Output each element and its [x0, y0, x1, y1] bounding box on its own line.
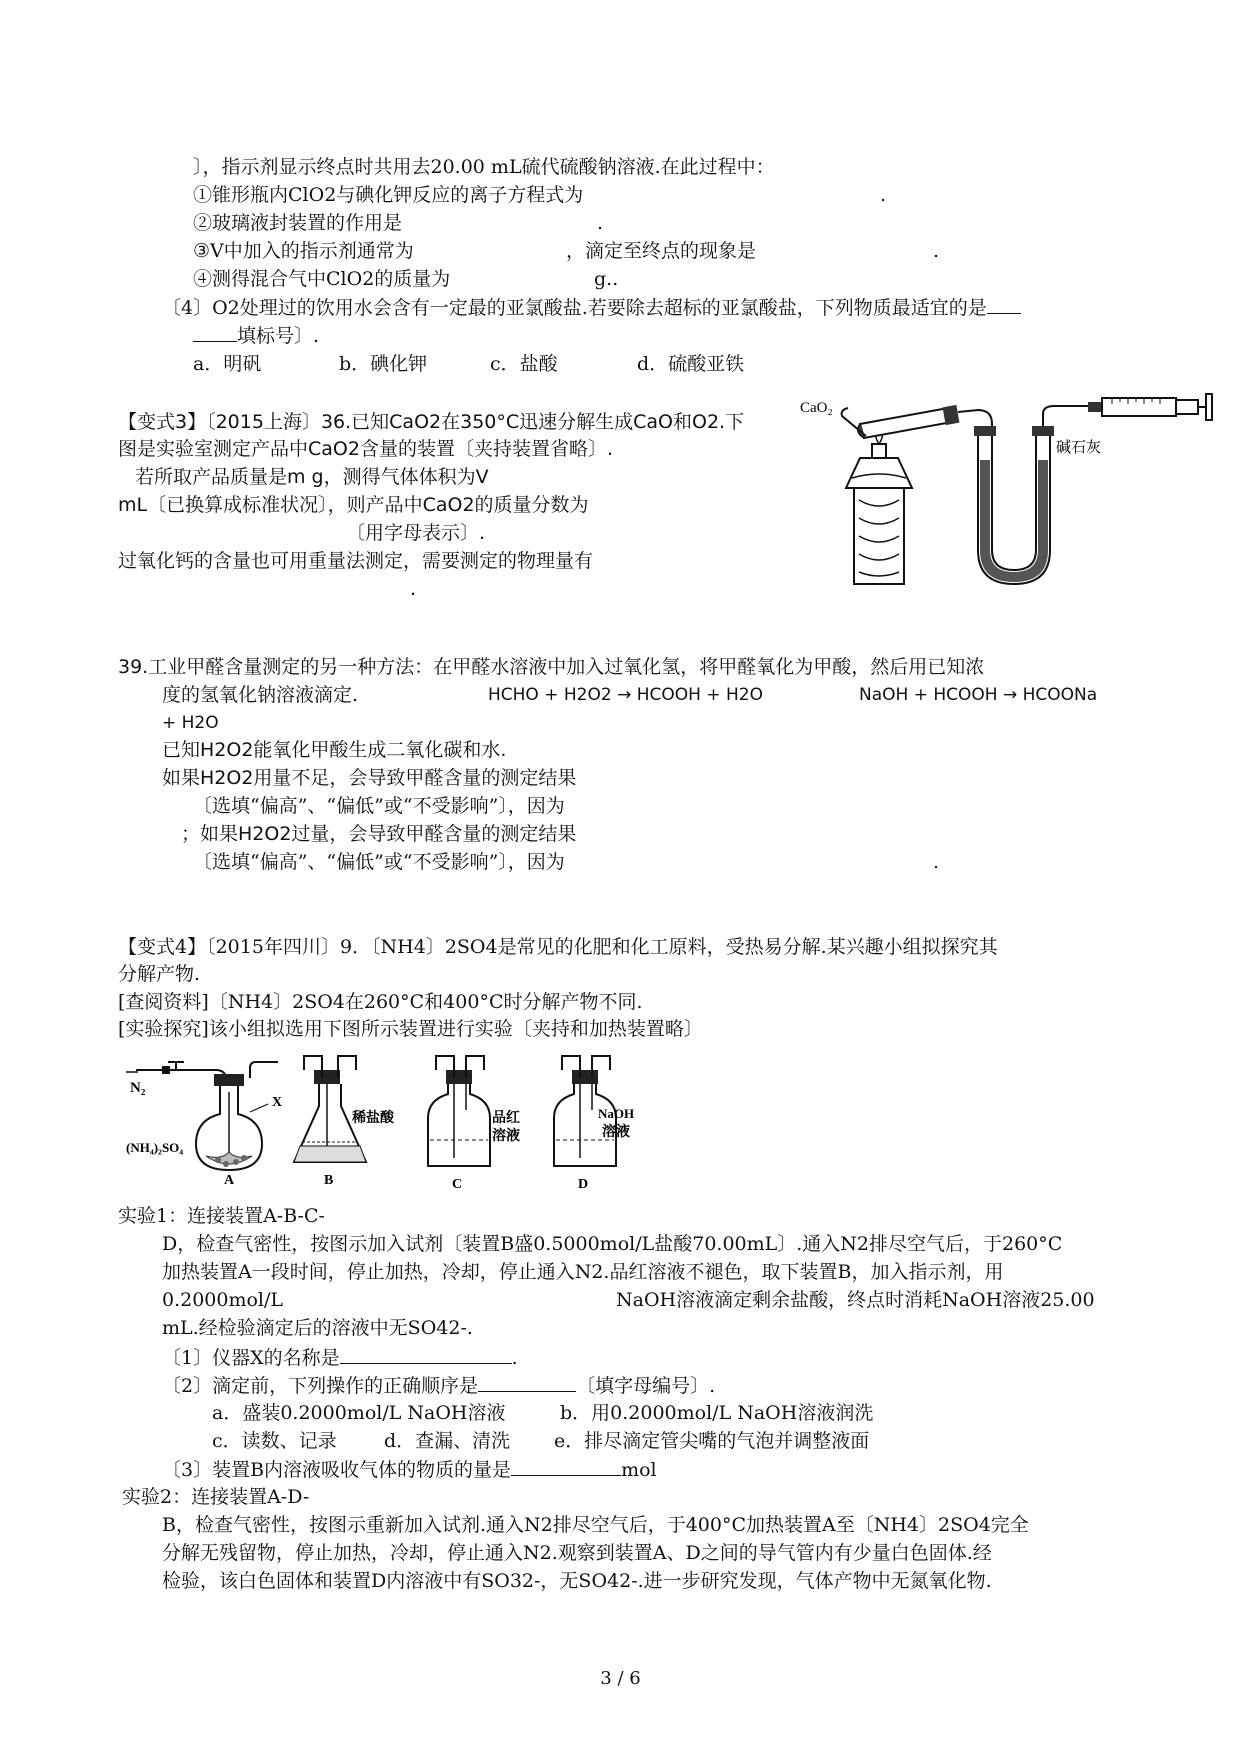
- v4-question-1-end: .: [511, 1347, 518, 1369]
- v4-line-3: [查阅资料]〔NH4〕2SO4在260°C和400°C时分解产物不同.: [118, 991, 643, 1013]
- label-c: C: [452, 1177, 463, 1192]
- answer-blank[interactable]: [987, 295, 1021, 314]
- option-a: a．明矾: [193, 353, 262, 375]
- exp1-line-5: mL.经检验滴定后的溶液中无SO42-.: [162, 1317, 473, 1339]
- v4-option-b: b．用0.2000mol/L NaOH溶液润洗: [560, 1402, 874, 1424]
- nh4-label: (NH₄)₂SO₄: [126, 1140, 184, 1155]
- top-line-4-end: .: [933, 240, 940, 262]
- top-line-5b: g..: [594, 268, 619, 290]
- q39-line-3: + H2O: [162, 713, 219, 733]
- question-4-cont: [193, 323, 319, 348]
- v4-question-3-end: mol: [621, 1459, 657, 1481]
- option-b: b．碘化钾: [339, 353, 428, 375]
- exp2-line-3: 分解无残留物，停止加热，冷却，停止通入N2.观察到装置A、D之间的导气管内有少量白色固体.经: [162, 1542, 992, 1564]
- top-line-4b: ，滴定至终点的现象是: [566, 240, 757, 262]
- v4-option-c: c．读数、记录: [212, 1430, 337, 1452]
- label-a: A: [224, 1173, 235, 1188]
- v4-question-2-end: 〔填字母编号〕.: [576, 1375, 716, 1397]
- top-line-2: ①锥形瓶内ClO2与碘化钾反应的离子方程式为: [193, 184, 584, 206]
- top-line-3: ②玻璃液封装置的作用是: [193, 212, 403, 234]
- soda-lime-label: 碱石灰: [1056, 440, 1102, 456]
- exp2-line-1: 实验2：连接装置A-D-: [122, 1486, 310, 1508]
- v4-question-2: [162, 1373, 715, 1398]
- x-label: X: [272, 1095, 283, 1110]
- q39-equation-1: HCHO + H2O2 → HCOOH + H2O: [488, 685, 763, 705]
- q39-line-7: ；如果H2O2过量，会导致甲醛含量的测定结果: [181, 823, 577, 845]
- q39-line-5: 如果H2O2用量不足，会导致甲醛含量的测定结果: [162, 767, 577, 789]
- v3-line-2: 图是实验室测定产品中CaO2含量的装置〔夹持装置省略〕.: [118, 438, 613, 460]
- v4-question-3: [162, 1457, 657, 1482]
- q39-line-8: 〔选填“偏高”、“偏低”或“不受影响”〕，因为: [193, 851, 565, 873]
- exp1-line-3: 加热装置A一段时间，停止加热，冷却，停止通入N2.品红溶液不褪色，取下装置B，加入指示剂，用: [162, 1261, 1004, 1283]
- naoh-label-2: 溶液: [602, 1125, 630, 1140]
- answer-blank[interactable]: [511, 1457, 621, 1476]
- q39-line-2a: 度的氢氧化钠溶液滴定.: [162, 684, 359, 706]
- option-c: c．盐酸: [490, 353, 558, 375]
- pinhong-label-1: 品红: [492, 1111, 520, 1126]
- v4-question-1: [162, 1345, 518, 1370]
- n2-label: N₂: [130, 1080, 146, 1096]
- exp1-line-4b: NaOH溶液滴定剩余盐酸，终点时消耗NaOH溶液25.00: [616, 1289, 1095, 1311]
- cao2-apparatus-figure: [802, 400, 1212, 590]
- exp2-line-4: 检验，该白色固体和装置D内溶液中有SO32-，无SO42-.进一步研究发现，气体产物中无氮氧化物.: [162, 1570, 992, 1592]
- v4-line-2: 分解产物.: [118, 963, 201, 985]
- v3-line-1: 【变式3】〔2015上海〕36.已知CaO2在350°C迅速分解生成CaO和O2.下: [118, 411, 745, 433]
- q39-equation-2: NaOH + HCOOH → HCOONa: [859, 685, 1098, 705]
- pinhong-label-2: 溶液: [492, 1129, 520, 1144]
- v4-line-1: 【变式4】〔2015年四川〕9．〔NH4〕2SO4是常见的化肥和化工原料，受热易分解.某兴趣小组拟探究其: [118, 936, 998, 958]
- v4-option-d: d．查漏、清洗: [384, 1430, 511, 1452]
- v4-question-1-text: 〔1〕仪器X的名称是: [162, 1347, 340, 1369]
- v4-line-4: [实验探究]该小组拟选用下图所示装置进行实验〔夹持和加热装置略〕: [118, 1018, 703, 1040]
- answer-blank[interactable]: [478, 1373, 576, 1392]
- q39-line-6: 〔选填“偏高”、“偏低”或“不受影响”〕，因为: [193, 795, 565, 817]
- v3-line-3: 若所取产品质量是m g，测得气体体积为V: [135, 466, 489, 488]
- question-4: [162, 295, 1021, 320]
- exp2-line-2: B，检查气密性，按图示重新加入试剂.通入N2排尽空气后，于400°C加热装置A至〔NH4〕2SO4完全: [162, 1514, 1029, 1536]
- q39-line-8-end: .: [933, 851, 940, 873]
- hcl-label: 稀盐酸: [352, 1111, 394, 1126]
- q39-line-1: 39.工业甲醛含量测定的另一种方法：在甲醛水溶液中加入过氧化氢，将甲醛氧化为甲酸，然后用已知浓: [118, 656, 985, 678]
- naoh-label-1: NaOH: [598, 1106, 635, 1121]
- cao2-label: CaO₂: [800, 400, 833, 416]
- label-d: D: [578, 1177, 589, 1192]
- q39-line-4: 已知H2O2能氧化甲酸生成二氧化碳和水.: [162, 739, 507, 761]
- v4-option-e: e．排尽滴定管尖嘴的气泡并调整液面: [554, 1430, 870, 1452]
- top-line-3-end: .: [597, 212, 604, 234]
- v4-option-a: a．盛装0.2000mol/L NaOH溶液: [212, 1402, 506, 1424]
- v3-line-4: mL〔已换算成标准状况〕，则产品中CaO2的质量分数为: [118, 494, 589, 516]
- option-d: d．硫酸亚铁: [637, 353, 745, 375]
- exp1-line-1: 实验1：连接装置A-B-C-: [118, 1205, 325, 1227]
- top-line-4a: ③V中加入的指示剂通常为: [193, 240, 414, 262]
- exp1-line-4a: 0.2000mol/L: [162, 1289, 284, 1311]
- v3-line-5: 〔用字母表示〕.: [346, 522, 486, 544]
- v3-line-6: 过氧化钙的含量也可用重量法测定，需要测定的物理量有: [118, 550, 594, 572]
- top-line-5a: ④测得混合气中ClO2的质量为: [193, 268, 451, 290]
- page-number: 3 / 6: [600, 1668, 641, 1689]
- v4-question-3-text: 〔3〕装置B内溶液吸收气体的物质的量是: [162, 1459, 512, 1481]
- exp1-line-2: D，检查气密性，按图示加入试剂〔装置B盛0.5000mol/L盐酸70.00mL〕.通入N2排尽空气后，于260°C: [162, 1233, 1063, 1255]
- question-4-text: 〔4〕O2处理过的饮用水会含有一定最的亚氯酸盐.若要除去超标的亚氯酸盐，下列物质最适宜的是: [162, 297, 987, 319]
- question-4-cont-text: 填标号〕.: [237, 325, 320, 347]
- answer-blank[interactable]: [193, 323, 237, 342]
- v4-question-2-text: 〔2〕滴定前，下列操作的正确顺序是: [162, 1375, 479, 1397]
- apparatus-abcd-figure: [126, 1048, 726, 1192]
- top-line-1: 〕，指示剂显示终点时共用去20.00 mL硫代硫酸钠溶液.在此过程中：: [193, 156, 775, 178]
- answer-blank[interactable]: [340, 1345, 512, 1364]
- top-line-2-end: .: [880, 184, 887, 206]
- v3-line-7: .: [410, 578, 417, 600]
- label-b: B: [324, 1173, 334, 1188]
